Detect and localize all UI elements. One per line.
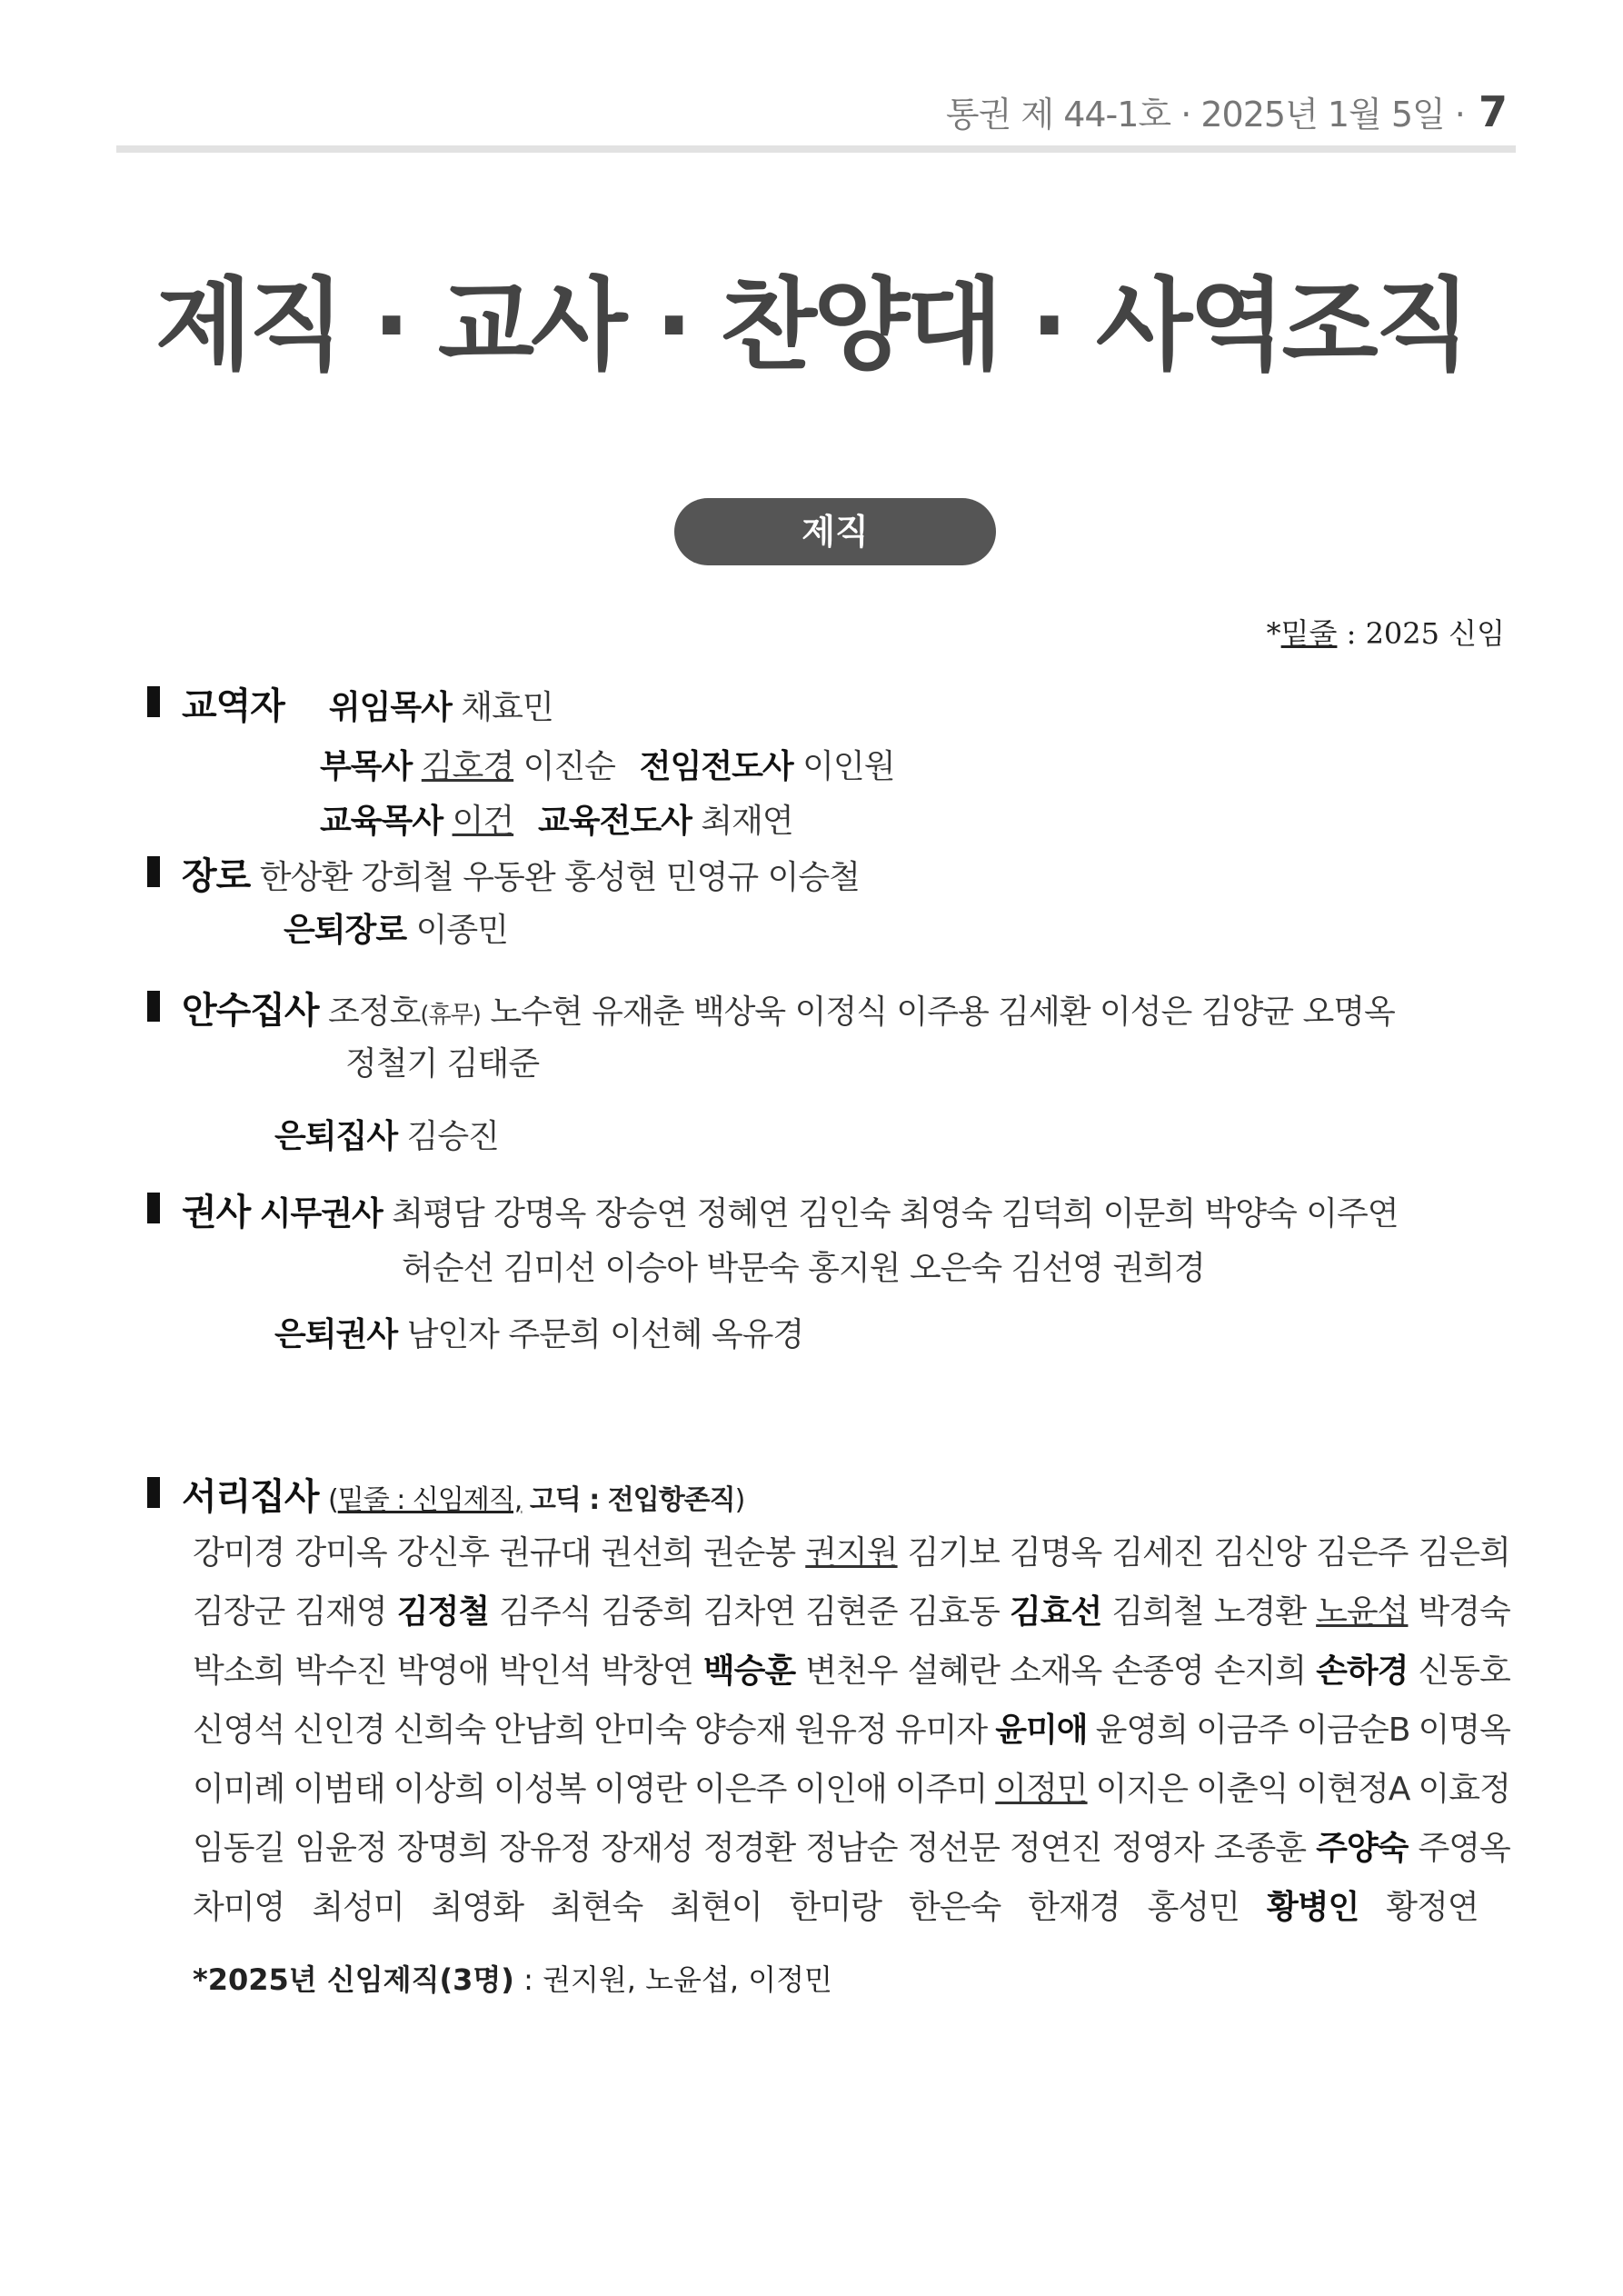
bullet-mark — [147, 991, 160, 1022]
seori-name: 김기보 — [907, 1534, 1000, 1572]
seori-name: 한미랑 — [789, 1889, 881, 1926]
seori-name: 이영란 — [593, 1771, 686, 1808]
seori-name: 홍성민 — [1147, 1889, 1240, 1926]
seori-name: 황정연 — [1386, 1889, 1479, 1926]
seori-name: 이현정A — [1296, 1771, 1410, 1808]
seori-name: 소재옥 — [1010, 1652, 1102, 1690]
seori-name: 장유정 — [499, 1830, 592, 1867]
seori-name: 이금순B — [1296, 1712, 1410, 1749]
legend-note: *밑줄 : 2025 신임 — [1266, 616, 1505, 651]
seori-name: 김세진 — [1111, 1534, 1204, 1572]
seori-name: 박영애 — [396, 1652, 490, 1690]
seori-name: 주영옥 — [1418, 1830, 1510, 1867]
seori-row — [193, 1704, 1510, 1751]
seori-name: 신희숙 — [393, 1712, 486, 1749]
seori-name: 권지원 — [805, 1534, 898, 1572]
retired-kwonsa-line: 은퇴권사 남인자 주문희 이선혜 옥유경 — [274, 1316, 804, 1353]
seori-name: 이범태 — [293, 1771, 385, 1808]
seori-name: 한은숙 — [908, 1889, 1001, 1926]
seori-name: 유미자 — [894, 1712, 988, 1749]
seori-name: 김주식 — [499, 1593, 592, 1631]
seori-name: 김희철 — [1111, 1593, 1204, 1631]
clergy-line-2: 부목사 김호경 이진순 전임전도사 이인원 — [320, 748, 895, 785]
seori-name: 설혜란 — [907, 1652, 1000, 1690]
seori-name: 권규대 — [499, 1534, 592, 1572]
seori-name: 강신후 — [396, 1534, 490, 1572]
seori-name: 신영석 — [193, 1712, 285, 1749]
seori-name: 임윤정 — [294, 1830, 387, 1867]
seori-name: 차미영 — [193, 1889, 285, 1926]
seori-name: 백승훈 — [702, 1652, 796, 1690]
seori-name: 김정철 — [396, 1593, 490, 1631]
section-pill-jejik: 제직 — [674, 498, 996, 565]
seori-row — [193, 1586, 1510, 1632]
seori-name: 박수진 — [294, 1652, 387, 1690]
seori-name: 윤영희 — [1095, 1712, 1188, 1749]
page-title: 제직 · 교사 · 찬양대 · 사역조직 — [155, 267, 1468, 384]
issue-header — [946, 86, 1507, 136]
seori-name: 김효동 — [907, 1593, 1000, 1631]
seori-row — [193, 1882, 1510, 1928]
seori-name: 장재성 — [601, 1830, 693, 1867]
seori-legend: (밑줄 : 신임제직, 고딕 : 전입항존직) — [328, 1484, 745, 1516]
seori-name: 김차연 — [702, 1593, 796, 1631]
seori-name: 이금주 — [1196, 1712, 1289, 1749]
seori-name: 이정민 — [995, 1771, 1088, 1808]
bullet-mark — [147, 1477, 160, 1508]
clergy-line-3: 교육목사 이건 교육전도사 최재연 — [320, 803, 793, 840]
seori-name: 김은희 — [1418, 1534, 1510, 1572]
seori-name: 노윤섭 — [1316, 1593, 1409, 1631]
bullet-mark — [147, 1193, 160, 1223]
seori-name: 이지은 — [1095, 1771, 1188, 1808]
seori-name: 정영자 — [1111, 1830, 1204, 1867]
seori-name: 신인경 — [293, 1712, 385, 1749]
seori-name: 양승재 — [694, 1712, 787, 1749]
seori-name: 정경환 — [702, 1830, 796, 1867]
seori-name: 노경환 — [1213, 1593, 1307, 1631]
seori-name: 김은주 — [1316, 1534, 1409, 1572]
seori-name: 강미옥 — [294, 1534, 387, 1572]
seori-name: 박창연 — [601, 1652, 693, 1690]
seori-name: 손지희 — [1213, 1652, 1307, 1690]
seori-name: 이상희 — [393, 1771, 486, 1808]
seori-name: 주양숙 — [1316, 1830, 1409, 1867]
seori-name: 정연진 — [1010, 1830, 1102, 1867]
seori-name: 임동길 — [193, 1830, 285, 1867]
seori-name: 손종영 — [1111, 1652, 1204, 1690]
seori-name: 이춘익 — [1196, 1771, 1289, 1808]
seori-name: 한재경 — [1028, 1889, 1120, 1926]
seori-name: 원유정 — [794, 1712, 887, 1749]
seori-name: 김현준 — [805, 1593, 898, 1631]
deacons-line-2: 정철기 김태준 — [345, 1045, 540, 1083]
seori-name: 윤미애 — [995, 1712, 1088, 1749]
seori-name: 정남순 — [805, 1830, 898, 1867]
deacons-line-1: 안수집사 조정호(휴무) 노수현 유재춘 백상욱 이정식 이주용 김세환 이성은 김양균 오명옥 — [182, 990, 1395, 1032]
page-number: 7 — [1478, 87, 1507, 136]
seori-name: 권순봉 — [702, 1534, 796, 1572]
clergy-line-1: 교역자 위임목사 채효민 — [182, 685, 553, 727]
seori-name: 이미례 — [193, 1771, 285, 1808]
seori-name: 권선희 — [601, 1534, 693, 1572]
seori-row — [193, 1645, 1510, 1692]
seori-name: 손하경 — [1316, 1652, 1409, 1690]
header-divider — [116, 145, 1516, 153]
section-heading-seori: 서리집사 — [182, 1476, 319, 1518]
seori-name: 이은주 — [694, 1771, 787, 1808]
section-heading-kwonsa: 권사 — [182, 1192, 251, 1233]
seori-name: 강미경 — [193, 1534, 285, 1572]
seori-name: 김장군 — [193, 1593, 285, 1631]
seori-name: 박소희 — [193, 1652, 285, 1690]
kwonsa-line-1: 권사 시무권사 최평담 강명옥 장승연 정혜연 김인숙 최영숙 김덕희 이문희 박양숙 이주연 — [182, 1192, 1399, 1233]
seori-name: 이인애 — [794, 1771, 887, 1808]
seori-name: 최현숙 — [550, 1889, 643, 1926]
retired-deacons-line: 은퇴집사 김승진 — [274, 1118, 499, 1155]
seori-name: 이명옥 — [1418, 1712, 1510, 1749]
seori-name: 황병인 — [1266, 1889, 1359, 1926]
seori-name: 최성미 — [312, 1889, 404, 1926]
seori-name: 김중희 — [601, 1593, 693, 1631]
bullet-mark — [147, 856, 160, 887]
seori-name: 김재영 — [294, 1593, 387, 1631]
kwonsa-line-2: 허순선 김미선 이승아 박문숙 홍지원 오은숙 김선영 권희경 — [402, 1250, 1205, 1287]
seori-name: 박인석 — [499, 1652, 592, 1690]
seori-name: 최현이 — [670, 1889, 762, 1926]
issue-text: 통권 제 44-1호 · 2025년 1월 5일 · — [945, 95, 1465, 135]
elders-line: 장로 한상환 강희철 우동완 홍성현 민영규 이승철 — [182, 855, 860, 897]
section-heading-elders: 장로 — [182, 855, 251, 897]
seori-name: 김신앙 — [1213, 1534, 1307, 1572]
seori-name: 이성복 — [493, 1771, 586, 1808]
seori-row — [193, 1527, 1510, 1573]
seori-name: 김명옥 — [1010, 1534, 1102, 1572]
section-heading-clergy: 교역자 — [182, 685, 284, 727]
section-heading-deacons: 안수집사 — [182, 990, 319, 1032]
seori-name: 안남희 — [493, 1712, 586, 1749]
seori-name: 김효선 — [1010, 1593, 1102, 1631]
seori-name: 박경숙 — [1418, 1593, 1510, 1631]
seori-name: 이효정 — [1418, 1771, 1510, 1808]
seori-name: 안미숙 — [593, 1712, 686, 1749]
seori-name: 변천우 — [805, 1652, 898, 1690]
seori-row — [193, 1822, 1510, 1869]
seori-name: 정선문 — [907, 1830, 1000, 1867]
new-staff-footnote: *2025년 신임제직(3명) : 권지원, 노윤섭, 이정민 — [193, 1962, 832, 1997]
seori-name: 신동호 — [1418, 1652, 1510, 1690]
seori-name: 최영화 — [431, 1889, 523, 1926]
seori-name: 조종훈 — [1213, 1830, 1307, 1867]
bullet-mark — [147, 686, 160, 717]
seori-row — [193, 1763, 1510, 1810]
seori-name: 장명희 — [396, 1830, 490, 1867]
seori-name: 이주미 — [894, 1771, 988, 1808]
retired-elders-line: 은퇴장로 이종민 — [284, 912, 508, 949]
seori-heading-line — [182, 1468, 744, 1520]
